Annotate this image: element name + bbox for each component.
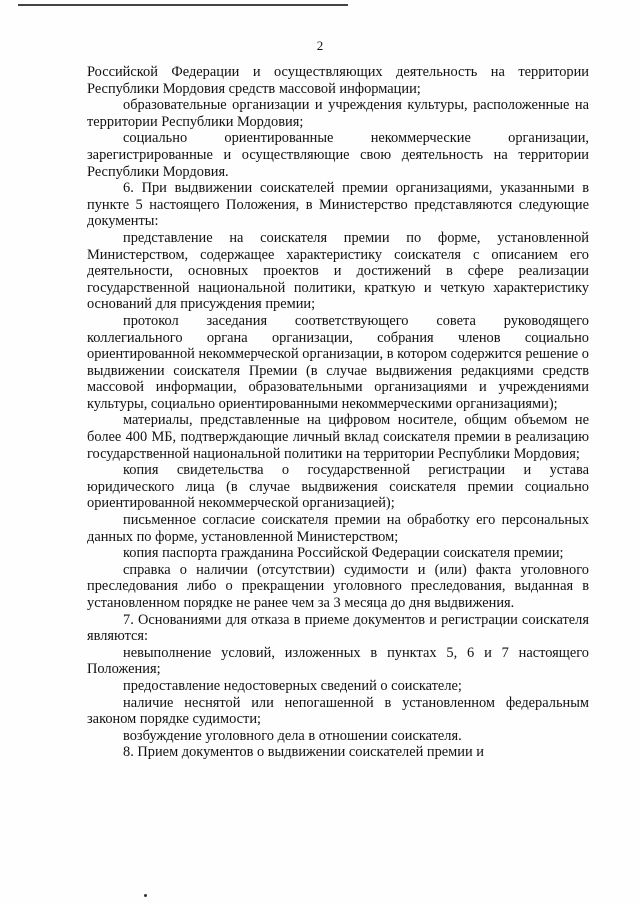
paragraph-section-8: 8. Прием документов о выдвижении соискателей премии и — [123, 744, 484, 761]
paragraph: справка о наличии (отсутствии) судимости и (или) факта уголовного преследования либо о прекращении уголовного преследования, выданная в установленном порядке не ранее чем за 3 месяца до дня выдвижения. — [87, 561, 589, 611]
paragraph-continuation: Российской Федерации и осуществляющих деятельность на территории Республики Мордовия средств массовой информации; — [87, 64, 589, 97]
paragraph: наличие неснятой или непогашенной в установленном федеральным законом порядке судимости; — [87, 694, 589, 728]
paragraph: возбуждение уголовного дела в отношении соискателя. — [123, 727, 462, 744]
scan-edge-line — [18, 4, 348, 6]
paragraph: копия свидетельства о государственной регистрации и устава юридического лица (в случае выдвижения соискателя премии социально ориентированной некоммерческой организацией); — [87, 462, 589, 512]
page-number: 2 — [316, 38, 324, 53]
paragraph: социально ориентированные некоммерческие организации, зарегистрированные и осуществляющие свою деятельность на территории Республики Мордовия. — [87, 130, 589, 180]
paragraph: образовательные организации и учреждения культуры, расположенные на территории Республики Мордовия; — [87, 97, 589, 130]
paragraph: материалы, представленные на цифровом носителе, общим объемом не более 400 МБ, подтверждающие личный вклад соискателя премии в реализацию государственной национальной политики на территории Республики Мордовия; — [87, 412, 589, 462]
paragraph: предоставление недостоверных сведений о соискателе; — [123, 677, 462, 694]
paragraph: невыполнение условий, изложенных в пунктах 5, 6 и 7 настоящего Положения; — [87, 644, 589, 678]
paragraph-section-6: 6. При выдвижении соискателей премии организациями, указанными в пункте 5 настоящего Положения, в Министерство представляются следующие документы: — [87, 180, 589, 230]
document-body — [87, 64, 589, 761]
paragraph: представление на соискателя премии по форме, установленной Министерством, содержащее характеристику соискателя с описанием его деятельности, основных проектов и достижений в сфере реализации государственной национальной политики, краткую и четкую характеристику оснований для присуждения премии; — [87, 229, 589, 313]
paragraph: протокол заседания соответствующего совета руководящего коллегиального органа организации, собрания членов социально ориентированной некоммерческой организации, в котором содержится решение о выдвижении соискателя Премии (в случае выдвижения редакциями средств массовой информации, образовательными организациями и учреждениями культуры, социально ориентированными некоммерческими организациями); — [87, 312, 589, 412]
paragraph-section-7: 7. Основаниями для отказа в приеме документов и регистрации соискателя являются: — [87, 611, 589, 645]
paragraph: копия паспорта гражданина Российской Федерации соискателя премии; — [123, 545, 564, 562]
scan-speck — [144, 894, 147, 897]
paragraph: письменное согласие соискателя премии на обработку его персональных данных по форме, установленной Министерством; — [87, 512, 589, 545]
